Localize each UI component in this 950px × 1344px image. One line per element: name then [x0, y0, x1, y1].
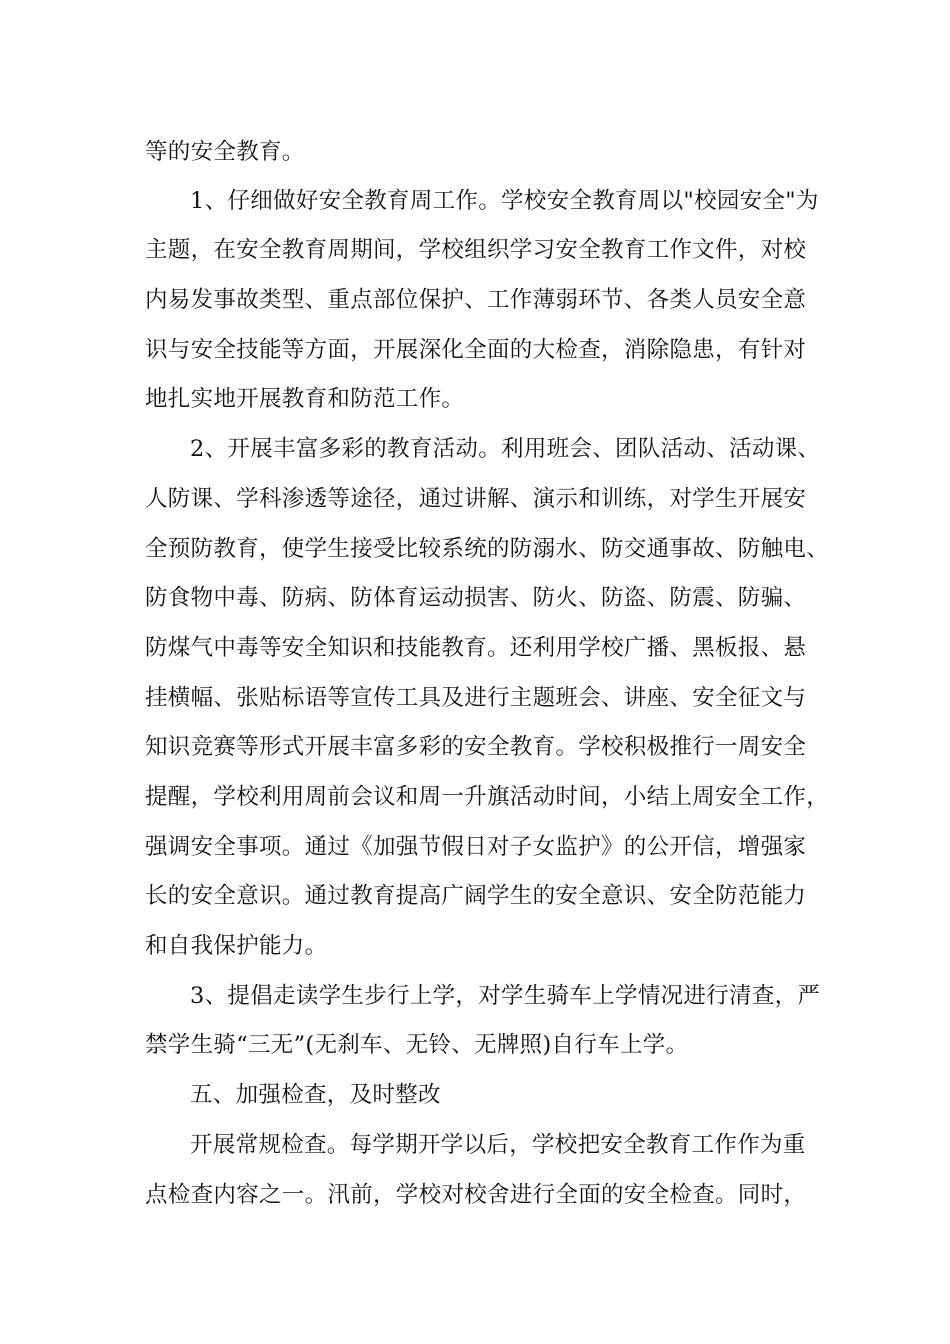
text-line: 强调安全事项。通过《加强节假日对子女监护》的公开信，增强家: [145, 834, 807, 860]
text-line: 识与安全技能等方面，开展深化全面的大检查，消除隐患，有针对: [145, 337, 807, 363]
text-line: 防食物中毒、防病、防体育运动损害、防火、防盗、防震、防骗、: [145, 585, 807, 611]
text-line: 内易发事故类型、重点部位保护、工作薄弱环节、各类人员安全意: [145, 287, 807, 313]
paragraph-4-start: 开展常规检查。每学期开学以后，学校把安全教育工作作为重: [190, 1132, 806, 1158]
text-line: 长的安全意识。通过教育提高广阔学生的安全意识、安全防范能力: [145, 883, 807, 909]
section-heading: 五、加强检查，及时整改: [190, 1082, 441, 1108]
text-line: 点检查内容之一。汛前，学校对校舍进行全面的安全检查。同时，: [145, 1182, 807, 1208]
text-line: 地扎实地开展教育和防范工作。: [145, 386, 465, 412]
text-line: 主题，在安全教育周期间，学校组织学习安全教育工作文件，对校: [145, 237, 807, 263]
paragraph-1-start: 1、仔细做好安全教育周工作。学校安全教育周以"校园安全"为: [190, 188, 819, 214]
text-line: 禁学生骑“三无”(无刹车、无铃、无牌照)自行车上学。: [145, 1032, 689, 1058]
paragraph-3-start: 3、提倡走读学生步行上学，对学生骑车上学情况进行清查，严: [190, 983, 821, 1009]
text-line: 知识竞赛等形式开展丰富多彩的安全教育。学校积极推行一周安全: [145, 734, 807, 760]
text-line: 等的安全教育。: [145, 139, 305, 165]
text-line: 全预防教育，使学生接受比较系统的防溺水、防交通事故、防触电、: [145, 536, 830, 562]
text-line: 提醒，学校利用周前会议和周一升旗活动时间，小结上周安全工作，: [145, 784, 830, 810]
text-line: 防煤气中毒等安全知识和技能教育。还利用学校广播、黑板报、悬: [145, 635, 807, 661]
text-line: 挂横幅、张贴标语等宣传工具及进行主题班会、讲座、安全征文与: [145, 685, 807, 711]
text-line: 和自我保护能力。: [145, 933, 328, 959]
paragraph-2-start: 2、开展丰富多彩的教育活动。利用班会、团队活动、活动课、: [190, 436, 821, 462]
text-line: 人防课、学科渗透等途径，通过讲解、演示和训练，对学生开展安: [145, 486, 807, 512]
